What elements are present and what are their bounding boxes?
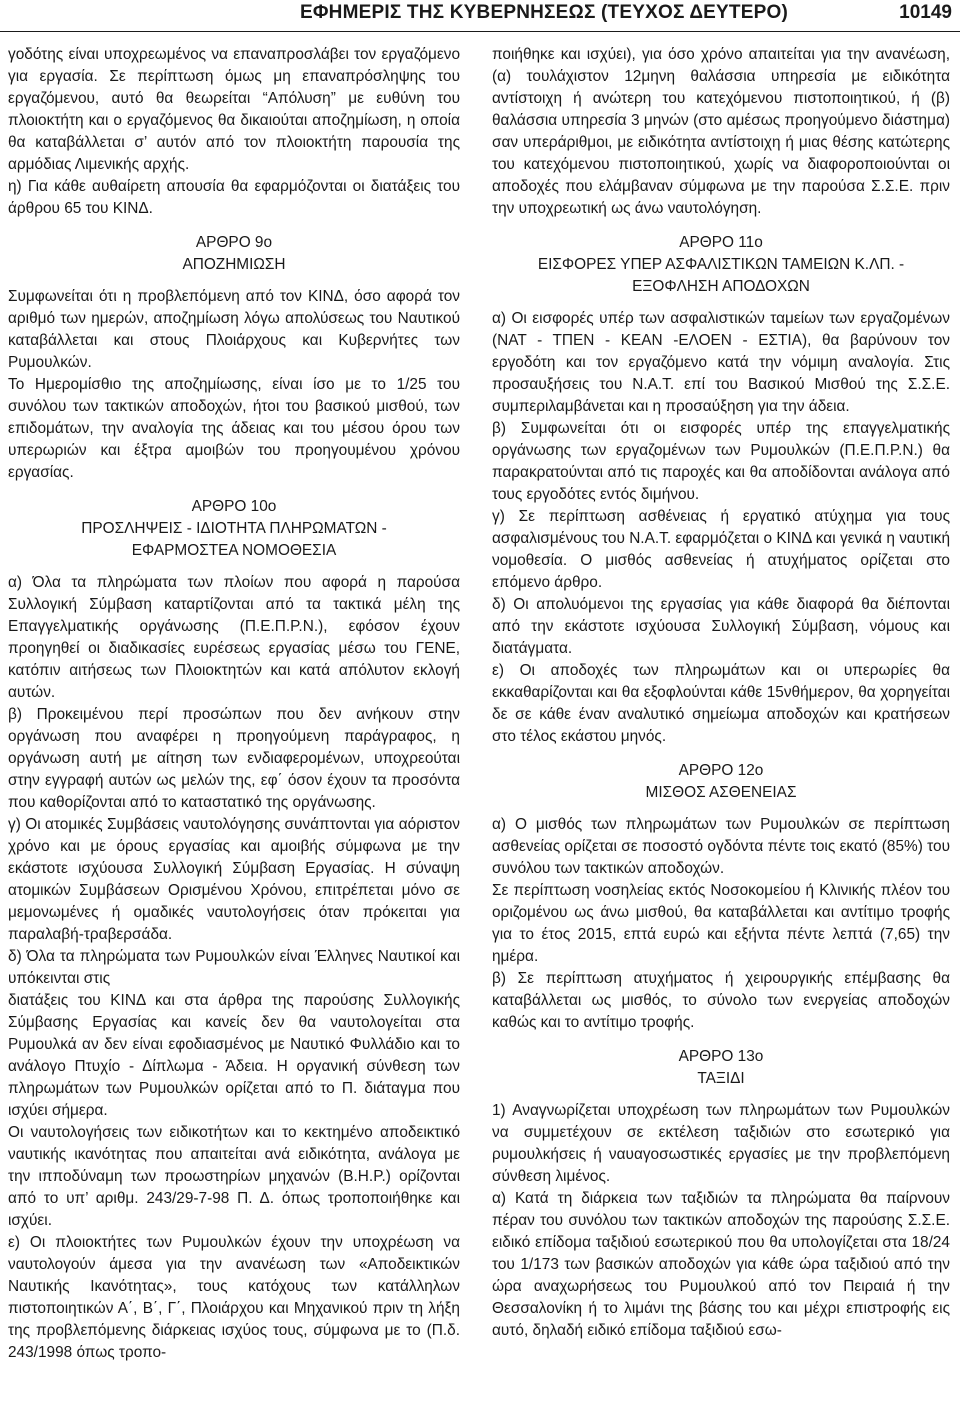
spacer: [492, 804, 950, 814]
article-9-heading: [8, 232, 460, 276]
paragraph: γ) Οι ατομικές Συμβάσεις ναυτολόγησης συνάπτονται για αόριστον χρόνο και με όρους εργασίας και αμοιβής σύμφωνα με την εκάστοτε ισχύουσα Συλλογική Σύμβαση Εργασίας. Η σύναψη ατομικών Συμβάσεων Ορισμένου Χρόνου, επιτρέπεται μόνο σε μεμονωμένες ή ομαδικές ναυτολογήσεις όταν πρόκειται για παραλαβή-τραβερσάδα.: [8, 816, 460, 943]
spacer: [8, 562, 460, 572]
paragraph: διατάξεις του ΚΙΝΔ και στα άρθρα της παρούσης Συλλογικής Σύμβασης Εργασίας και κανείς δεν θα ναυτολογείται στα Ρυμουλκά αν δεν είναι εφοδιασμένος με Ναυτικό Φυλλάδιο και το ανάλογο Πτυχίο - Δίπλωμα - Άδεια. Η οργανική σύνθεση των πληρωμάτων των Ρυμουλκών ορίζεται από το Π. διάταγμα που ισχύει σήμερα.: [8, 992, 460, 1119]
paragraph: α) Κατά τη διάρκεια των ταξιδιών τα πληρώματα θα παίρνουν πέραν του συνόλου των τακτικών αποδοχών της παρούσης Σ.Σ.Ε. ειδικό επίδομα ταξιδιού εσωτερικού που θα υπολογίζεται στα 18/24 του 1/173 των βασικών αποδοχών για κάθε ώρα ταξιδιού από την ώρα αναχωρήσεως του Ρυμουλκού από τον Πειραιά ή την Θεσσαλονίκη ή το λιμάνι της βάσης του και μέχρι επιστροφής εις αυτό, δηλαδή ειδικό επίδομα ταξιδιού εσω-: [492, 1190, 950, 1339]
spacer: [492, 1090, 950, 1100]
spacer: [8, 276, 460, 286]
article-title: ΕΙΣΦΟΡΕΣ ΥΠΕΡ ΑΣΦΑΛΙΣΤΙΚΩΝ ΤΑΜΕΙΩΝ Κ.ΛΠ. -: [537, 256, 905, 273]
paragraph: ε) Οι αποδοχές των πληρωμάτων και οι υπερωρίες θα εκκαθαρίζονται και θα εξοφλούνται κάθε 15νθήμερον, θα χορηγείται δε σε κάθε έναν αναλυτικό σημείωμα αποδοχών και κρατήσεων στο τέλος εκάστου μηνός.: [492, 662, 950, 745]
article-number: ΑΡΘΡΟ 9ο: [195, 234, 273, 251]
article-10-heading: [8, 496, 460, 562]
paragraph: Οι ναυτολογήσεις των ειδικοτήτων και το κεκτημένο αποδεικτικό ναυτικής ικανότητας που απαιτείται ανά ειδικότητα, ανάλογα με την ιπποδύναμη των προωστηρίων μηχανών (Β.Η.Ρ.) ορίζονται από το υπ’ αριθμ. 243/29-7-98 Π. Δ. όπως τροποποιήθηκε και ισχύει.: [8, 1124, 460, 1229]
paragraph: γ) Σε περίπτωση ασθένειας ή εργατικό ατύχημα για τους ασφαλισμένους του Ν.Α.Τ. εφαρμόζεται ο ΚΙΝΔ και γενικά η ναυτική νομοθεσία. Ο μισθός ασθενείας ή ατυχήματος ορίζεται στο επόμενο άρθρο.: [492, 508, 950, 591]
article-13-heading: [492, 1046, 950, 1090]
article-11-heading: [492, 232, 950, 298]
paragraph: α) Όλα τα πληρώματα των πλοίων που αφορά η παρούσα Συλλογική Σύμβαση καταρτίζονται από τα τακτικά μέλη της Επαγγελματικής οργάνωσης (Π.Ε.Π.Ρ.Ν.), εφόσον έχουν προηγηθεί οι διαδικασίες ευρέσεως εργασίας μέσω του ΓΕΝΕ, κατόπιν αιτήσεως των Πλοιοκτητών και κατά απόλυτον εκλογή αυτών.: [8, 574, 460, 701]
right-column: [492, 44, 950, 1342]
paragraph: γοδότης είναι υποχρεωμένος να επαναπροσλάβει τον εργαζόμενο για εργασία. Σε περίπτωση όμως μη επαναπρόσληψης του εργαζόμενου, αυτό θα θεωρείται “Απόλυση” με ευθύνη του πλοιοκτήτη και ο εργαζόμενος θα δικαιούται αποζημίωση, η οποία θα καταβάλλεται σ’ αυτόν από τον πλοιοκτήτη παρουσία της αρμόδιας Λιμενικής αρχής.: [8, 46, 460, 173]
paragraph: δ) Οι απολυόμενοι της εργασίας για κάθε διαφορά θα διέπονται από την εκάστοτε ισχύουσα Συλλογική Σύμβαση, νόμους και διατάγματα.: [492, 596, 950, 657]
paragraph: Το Ημερομίσθιο της αποζημίωσης, είναι ίσο με το 1/25 του συνόλου των τακτικών αποδοχών, ήτοι του βασικού μισθού, των επιδομάτων, την αναλογία της άδειας και του μέσου όρου των υπερωριών και έξτρα αμοιβών του προηγουμένου χρόνου εργασίας.: [8, 376, 460, 481]
paragraph: ποιήθηκε και ισχύει), για όσο χρόνο απαιτείται για την ανανέωση, (α) τουλάχιστον 12μηνη θαλάσσια υπηρεσία με ειδικότητα αντίστοιχη ή ανώτερη του κατεχόμενου πιστοποιητικού, ή (β) θαλάσσια υπηρεσία 3 μηνών (στο αμέσως προηγούμενο διάστημα) σαν υπεράριθμοι, με ειδικότητα αντίστοιχη ή μιας θέσης κατώτερης του κατεχόμενου πιστοποιητικού, χωρίς να διαφοροποιούνται οι αποδοχές που ελάμβαναν σύμφωνα με την παρούσα Σ.Σ.Ε. πριν την υποχρεωτική ως άνω ναυτολόγηση.: [492, 46, 950, 217]
article-number: ΑΡΘΡΟ 11ο: [679, 234, 763, 251]
article-title: ΜΙΣΘΟΣ ΑΣΘΕΝΕΙΑΣ: [645, 784, 797, 801]
gazette-title: ΕΦΗΜΕΡΙΣ ΤΗΣ ΚΥΒΕΡΝΗΣΕΩΣ (ΤΕΥΧΟΣ ΔΕΥΤΕΡΟ): [300, 2, 788, 23]
paragraph: Σε περίπτωση νοσηλείας εκτός Νοσοκομείου ή Κλινικής πλέον του οριζομένου ως άνω μισθού, θα καταβάλλεται και αντίτιμο τροφής για το έτος 2015, επτά ευρώ και εξήντα πέντε λεπτά (7,65) την ημέρα.: [492, 882, 950, 965]
paragraph: ε) Οι πλοιοκτήτες των Ρυμουλκών έχουν την υποχρέωση να ναυτολογούν άμεσα για την ανανέωση των «Αποδεικτικών Ναυτικής Ικανότητας», τους κατόχους των κατάλληλων πιστοποιητικών Α΄, Β΄, Γ΄, Πλοιάρχου και Μηχανικού πριν τη λήξη της προβλεπόμενης διάρκειας ισχύος τους, σύμφωνα με το (Π.δ. 243/1998 όπως τροπο-: [8, 1234, 460, 1361]
page-number: 10149: [899, 2, 952, 23]
left-column: [8, 44, 460, 1364]
article-title: ΤΑΞΙΔΙ: [697, 1070, 745, 1087]
article-title: ΕΞΟΦΛΗΣΗ ΑΠΟΔΟΧΩΝ: [632, 278, 810, 295]
article-number: ΑΡΘΡΟ 12ο: [678, 762, 764, 779]
paragraph: α) Οι εισφορές υπέρ των ασφαλιστικών ταμείων των εργαζομένων (ΝΑΤ - ΤΠΕΝ - ΚΕΑΝ -ΕΛΟΕΝ - ΕΣΤΙΑ), θα βαρύνουν τον εργοδότη και τον εργαζόμενο κατά την νόμιμη αναλογία. Στις προσαυξήσεις του Ν.Α.Τ. επί του Βασικού Μισθού της Σ.Σ.Ε. συμπεριλαμβάνεται και η προσαύξηση για την άδεια.: [492, 310, 950, 415]
paragraph: Συμφωνείται ότι η προβλεπόμενη από τον ΚΙΝΔ, όσο αφορά τον αριθμό των ημερών, αποζημίωση λόγω απολύσεως του Ναυτικού καταβάλλεται και στους Πλοιάρχους και Κυβερνήτες των Ρυμουλκών.: [8, 288, 460, 371]
paragraph: β) Συμφωνείται ότι οι εισφορές υπέρ της επαγγελματικής οργάνωσης των εργαζομένων των Ρυμουλκών (Π.Ε.Π.Ρ.Ν.) θα παρακρατούνται από τις παροχές και θα αποδίδονται ανάλογα από τους εργοδότες εντός διμήνου.: [492, 420, 950, 503]
article-number: ΑΡΘΡΟ 10ο: [191, 498, 277, 515]
article-title: ΠΡΟΣΛΗΨΕΙΣ - ΙΔΙΟΤΗΤΑ ΠΛΗΡΩΜΑΤΩΝ -: [81, 520, 387, 537]
article-title: ΕΦΑΡΜΟΣΤΕΑ ΝΟΜΟΘΕΣΙΑ: [131, 542, 337, 559]
paragraph: 1) Αναγνωρίζεται υποχρέωση των πληρωμάτων των Ρυμουλκών να συμμετέχουν σε εκτέλεση ταξιδιών στο εσωτερικό για ρυμουλκήσεις ή ναυαγοσωστικές εργασίες με την προβλεπόμενη σύνθεση λιμένος.: [492, 1102, 950, 1185]
article-12-heading: [492, 760, 950, 804]
page-header: [0, 0, 960, 30]
paragraph: β) Προκειμένου περί προσώπων που δεν ανήκουν στην οργάνωση που αναφέρει η προηγούμενη παράγραφος, η οργάνωση αυτή με αίτηση των ενδιαφερομένων, υποχρεούται στην εγγραφή αυτών ως μελών της, εφ΄ όσον έχουν τα προσόντα που καθορίζονται από το καταστατικό της οργάνωσης.: [8, 706, 460, 811]
paragraph: β) Σε περίπτωση ατυχήματος ή χειρουργικής επέμβασης θα καταβάλλεται ως μισθός, το σύνολο των ενεργείας αποδοχών καθώς και το αντίτιμο τροφής.: [492, 970, 950, 1031]
article-number: ΑΡΘΡΟ 13ο: [678, 1048, 764, 1065]
article-title: ΑΠΟΖΗΜΙΩΣΗ: [182, 256, 286, 273]
paragraph: δ) Όλα τα πληρώματα των Ρυμουλκών είναι Έλληνες Ναυτικοί και υπόκεινται στις: [8, 948, 460, 987]
header-divider: [0, 31, 960, 32]
spacer: [492, 298, 950, 308]
paragraph: η) Για κάθε αυθαίρετη απουσία θα εφαρμόζονται οι διατάξεις του άρθρου 65 του ΚΙΝΔ.: [8, 178, 460, 217]
paragraph: α) Ο μισθός των πληρωμάτων των Ρυμουλκών σε περίπτωση ασθενείας ορίζεται σε ποσοστό ογδόντα πέντε τοις εκατό (85%) του συνόλου των τακτικών αποδοχών.: [492, 816, 950, 877]
